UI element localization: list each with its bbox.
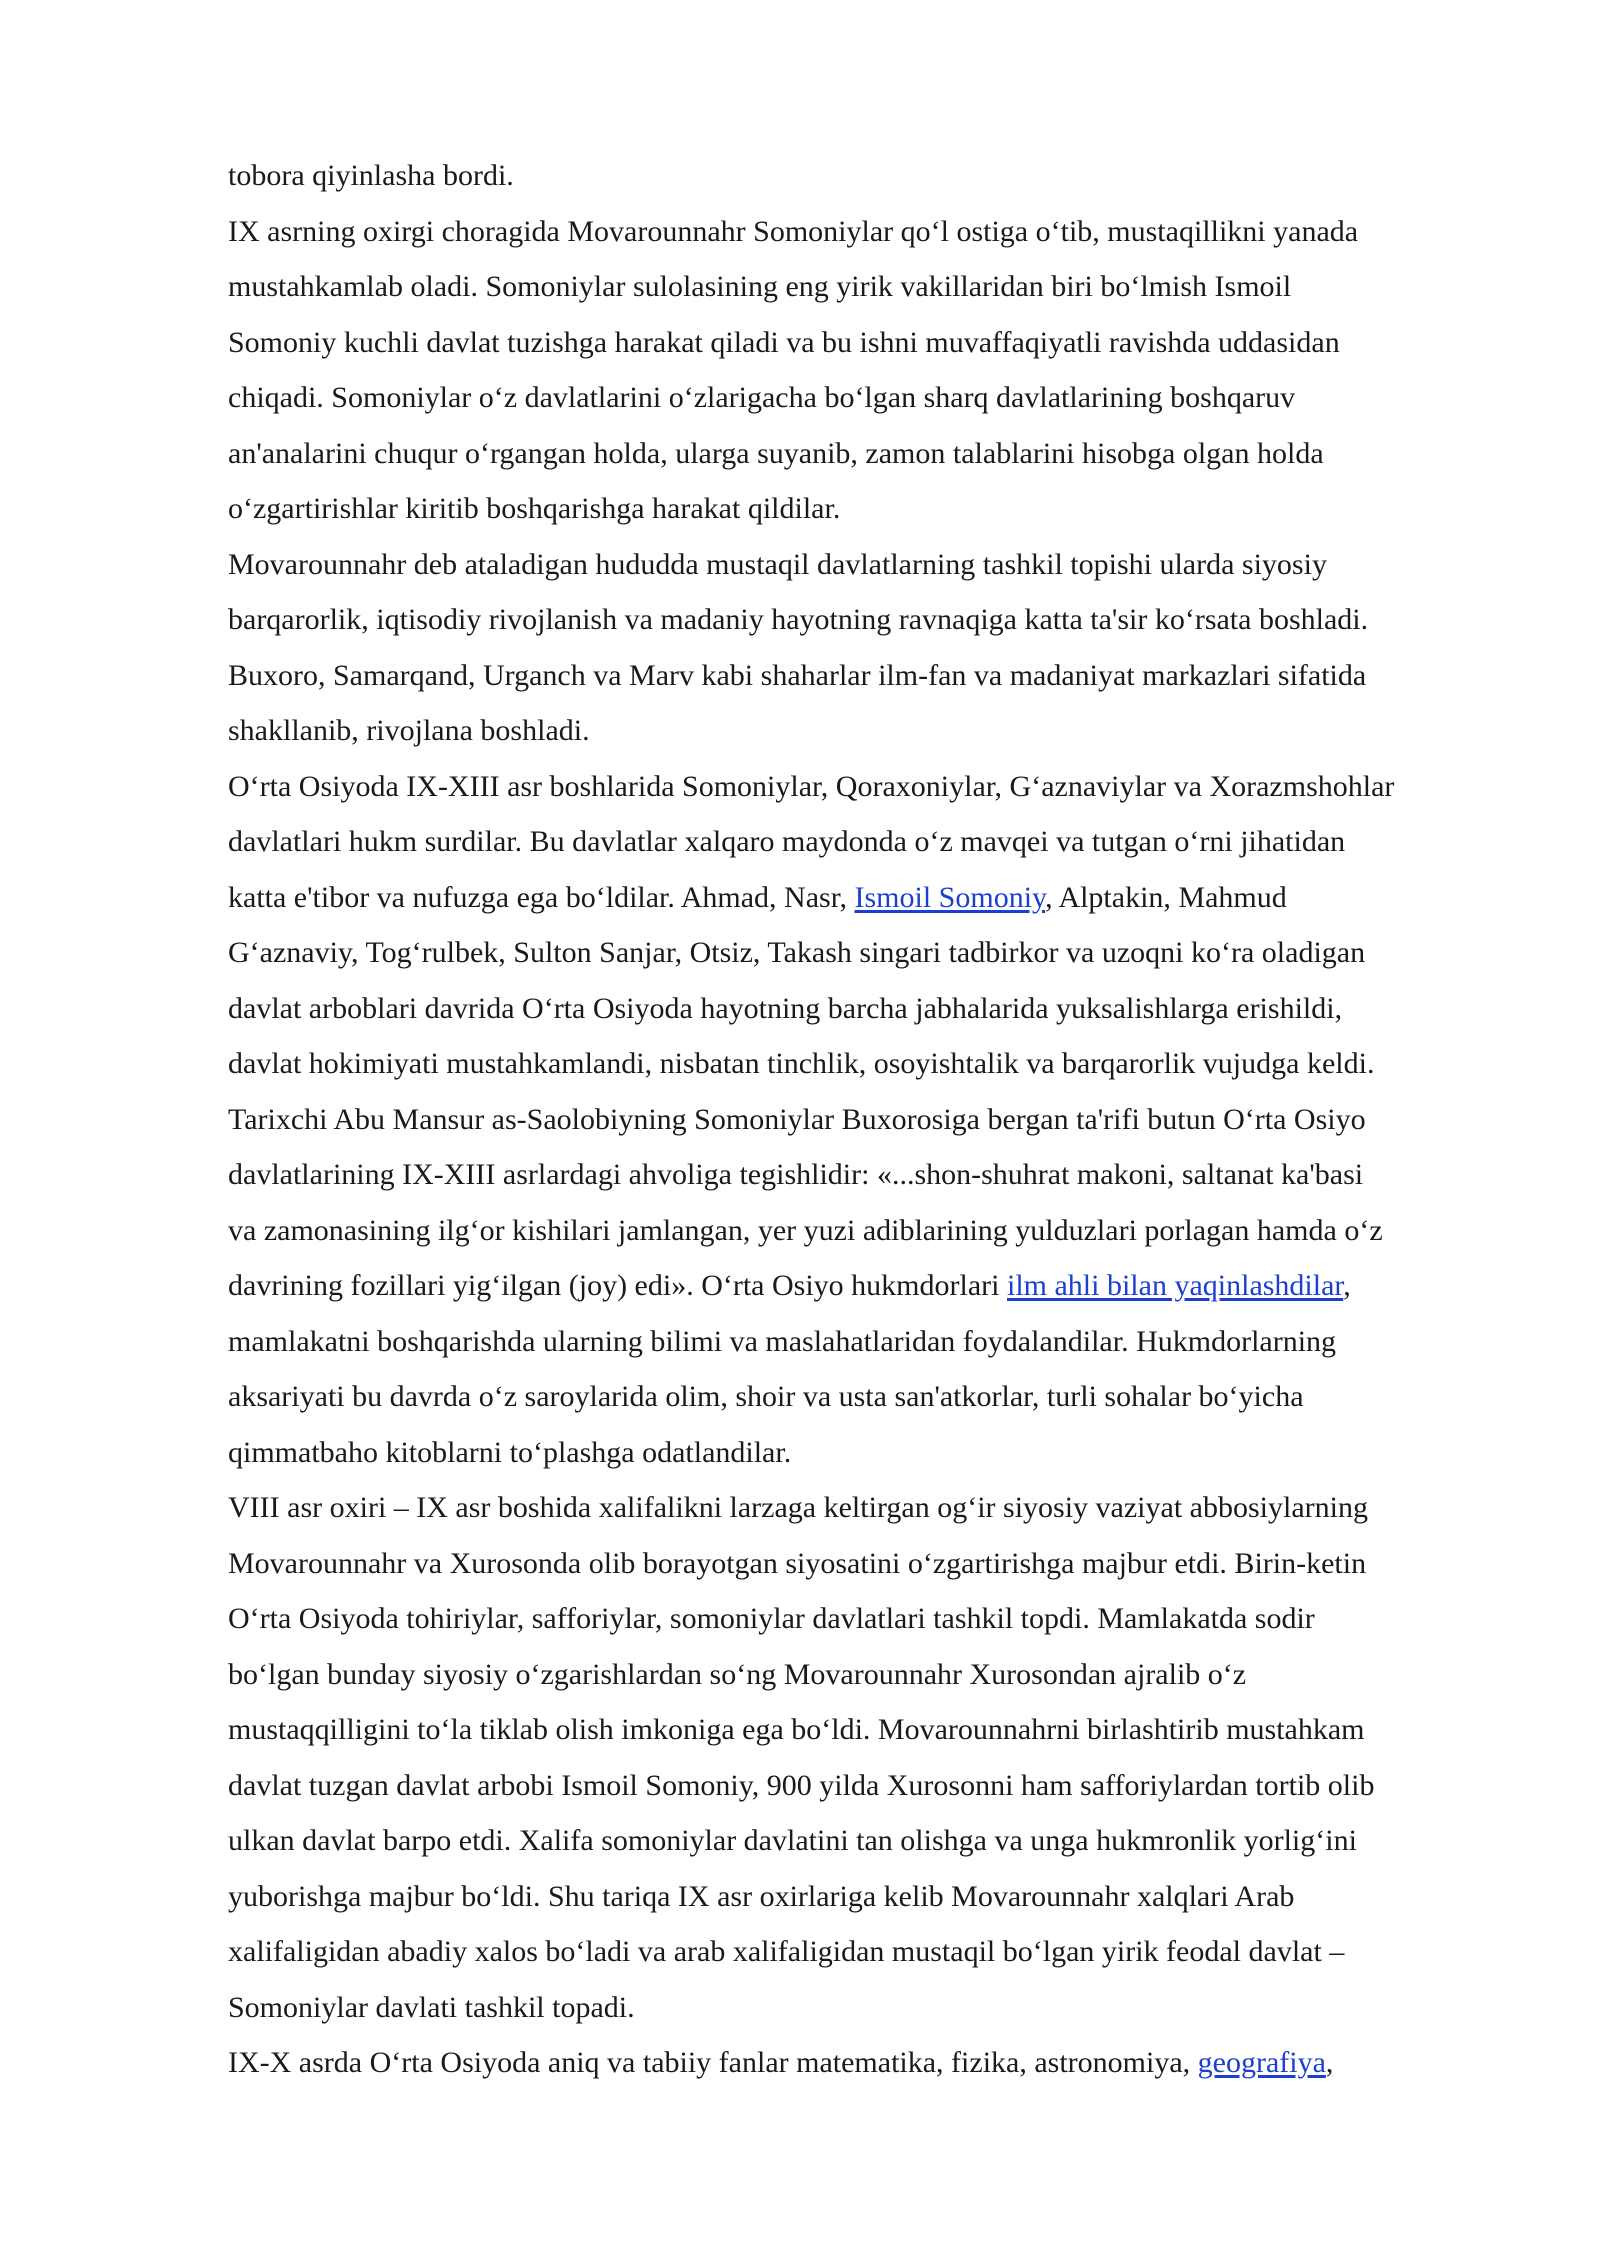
text-line	[228, 648, 1488, 704]
text-line	[228, 537, 1488, 593]
text-segment: davlatlari hukm surdilar. Bu davlatlar xalqaro maydonda o‘z mavqei va tutgan o‘rni jihatidan	[228, 825, 1346, 858]
text-segment: bo‘lgan bunday siyosiy o‘zgarishlardan so‘ng Movarounnahr Xurosondan ajralib o‘z	[228, 1657, 1247, 1691]
text-segment: O‘rta Osiyoda tohiriylar, safforiylar, somoniylar davlatlari tashkil topdi. Mamlakatda sodir	[228, 1602, 1315, 1635]
text-segment: Somoniylar davlati tashkil topadi.	[228, 1990, 635, 2024]
text-line	[228, 1591, 1488, 1647]
text-line	[228, 1480, 1488, 1536]
text-line	[228, 315, 1488, 371]
text-line	[228, 370, 1488, 426]
text-line	[228, 925, 1488, 981]
text-line	[228, 814, 1488, 870]
text-line	[228, 259, 1488, 315]
text-line	[228, 1369, 1488, 1425]
text-line	[228, 481, 1488, 537]
text-line	[228, 1314, 1488, 1370]
text-line	[228, 759, 1488, 815]
text-segment: IX asrning oxirgi choragida Movarounnahr Somoniylar qo‘l ostiga o‘tib, mustaqillikni yanada	[228, 214, 1359, 248]
text-segment: mamlakatni boshqarishda ularning bilimi va maslahatlaridan foydalandilar. Hukmdorlarning	[228, 1324, 1337, 1358]
text-segment: an'analarini chuqur o‘rgangan holda, ularga suyanib, zamon talablarini hisobga olgan holda	[228, 436, 1324, 470]
text-segment: davlat tuzgan davlat arbobi Ismoil Somoniy, 900 yilda Xurosonni ham safforiylardan tortib olib	[228, 1768, 1375, 1802]
text-segment: tobora qiyinlasha bordi.	[228, 159, 514, 192]
text-segment: IX-X asrda O‘rta Osiyoda aniq va tabiiy fanlar matematika, fizika, astronomiya,	[228, 2046, 1198, 2079]
text-line	[228, 426, 1488, 482]
text-line	[228, 1758, 1488, 1814]
text-line	[228, 1203, 1488, 1259]
text-line	[228, 1258, 1488, 1314]
text-segment: G‘aznaviy, Tog‘rulbek, Sulton Sanjar, Otsiz, Takash singari tadbirkor va uzoqni ko‘ra oladigan	[228, 936, 1366, 969]
text-segment: xalifaligidan abadiy xalos bo‘ladi va arab xalifaligidan mustaqil bo‘lgan yirik feodal davlat –	[228, 1935, 1345, 1968]
text-segment: ulkan davlat barpo etdi. Xalifa somoniylar davlatini tan olishga va unga hukmronlik yorlig‘ini	[228, 1824, 1357, 1857]
text-segment: Movarounnahr deb ataladigan hududda mustaqil davlatlarning tashkil topishi ularda siyosiy	[228, 547, 1327, 581]
text-segment: , Alptakin, Mahmud	[1045, 880, 1287, 914]
text-line	[228, 1702, 1488, 1758]
text-segment: shakllanib, rivojlana boshladi.	[228, 714, 590, 747]
text-line	[228, 1980, 1488, 2036]
text-segment: mustaqqilligini to‘la tiklab olish imkoniga ega bo‘ldi. Movarounnahrni birlashtirib mustahkam	[228, 1713, 1365, 1746]
text-line	[228, 870, 1488, 926]
inline-link[interactable]: ilm ahli bilan yaqinlashdilar	[1006, 1269, 1344, 1302]
text-segment: davrining fozillari yig‘ilgan (joy) edi». O‘rta Osiyo hukmdorlari	[228, 1269, 1007, 1302]
text-segment: aksariyati bu davrda o‘z saroylarida olim, shoir va usta san'atkorlar, turli sohalar bo‘yicha	[228, 1380, 1304, 1413]
text-segment: yuborishga majbur bo‘ldi. Shu tariqa IX asr oxirlariga kelib Movarounnahr xalqlari Arab	[228, 1879, 1295, 1913]
text-line	[228, 981, 1488, 1037]
text-line	[228, 1869, 1488, 1925]
text-line	[228, 1092, 1488, 1148]
text-segment: davlat hokimiyati mustahkamlandi, nisbatan tinchlik, osoyishtalik va barqarorlik vujudga keldi.	[228, 1047, 1375, 1080]
text-line	[228, 1924, 1488, 1980]
text-line	[228, 592, 1488, 648]
text-segment: va zamonasining ilg‘or kishilari jamlangan, yer yuzi adiblarining yulduzlari porlagan hamda o‘z	[228, 1213, 1383, 1247]
text-line	[228, 703, 1488, 759]
text-line	[228, 148, 1488, 204]
text-segment: davlat arboblari davrida O‘rta Osiyoda hayotning barcha jabhalarida yuksalishlarga erishildi,	[228, 991, 1343, 1025]
text-segment: ,	[1343, 1269, 1351, 1302]
text-segment: VIII asr oxiri – IX asr boshida xalifalikni larzaga keltirgan og‘ir siyosiy vaziyat abbosiylarning	[228, 1491, 1368, 1524]
text-segment: ,	[1325, 2046, 1334, 2079]
text-segment: chiqadi. Somoniylar o‘z davlatlarini o‘zlarigacha bo‘lgan sharq davlatlarining boshqaruv	[228, 381, 1296, 414]
text-segment: Buxoro, Samarqand, Urganch va Marv kabi shaharlar ilm-fan va madaniyat markazlari sifatida	[228, 658, 1367, 692]
text-segment: qimmatbaho kitoblarni to‘plashga odatlandilar.	[228, 1435, 792, 1469]
text-line	[228, 1647, 1488, 1703]
text-segment: mustahkamlab oladi. Somoniylar sulolasining eng yirik vakillaridan biri bo‘lmish Ismoil	[228, 270, 1292, 303]
text-line	[228, 204, 1488, 260]
text-line	[228, 1813, 1488, 1869]
text-line	[228, 2035, 1488, 2091]
inline-link[interactable]: geografiya	[1197, 2046, 1326, 2079]
text-segment: katta e'tibor va nufuzga ega bo‘ldilar. Ahmad, Nasr,	[228, 880, 855, 914]
text-segment: davlatlarining IX-XIII asrlardagi ahvoliga tegishlidir: «...shon-shuhrat makoni, saltanat ka'basi	[228, 1158, 1364, 1191]
text-segment: Tarixchi Abu Mansur as-Saolobiyning Somoniylar Buxorosiga bergan ta'rifi butun O‘rta Osiyo	[228, 1102, 1366, 1136]
text-line	[228, 1425, 1488, 1481]
text-segment: o‘zgartirishlar kiritib boshqarishga harakat qildilar.	[228, 492, 841, 525]
text-segment: Movarounnahr va Xurosonda olib borayotgan siyosatini o‘zgartirishga majbur etdi. Birin-ketin	[228, 1546, 1367, 1580]
inline-link[interactable]: Ismoil Somoniy	[854, 880, 1046, 914]
text-line	[228, 1536, 1488, 1592]
text-line	[228, 1036, 1488, 1092]
text-segment: barqarorlik, iqtisodiy rivojlanish va madaniy hayotning ravnaqiga katta ta'sir ko‘rsata boshladi.	[228, 603, 1369, 636]
text-segment: O‘rta Osiyoda IX-XIII asr boshlarida Somoniylar, Qoraxoniylar, G‘aznaviylar va Xorazmshohlar	[228, 769, 1395, 803]
document-body	[228, 148, 1488, 2091]
text-segment: Somoniy kuchli davlat tuzishga harakat qiladi va bu ishni muvaffaqiyatli ravishda uddasidan	[228, 325, 1340, 359]
text-line	[228, 1147, 1488, 1203]
